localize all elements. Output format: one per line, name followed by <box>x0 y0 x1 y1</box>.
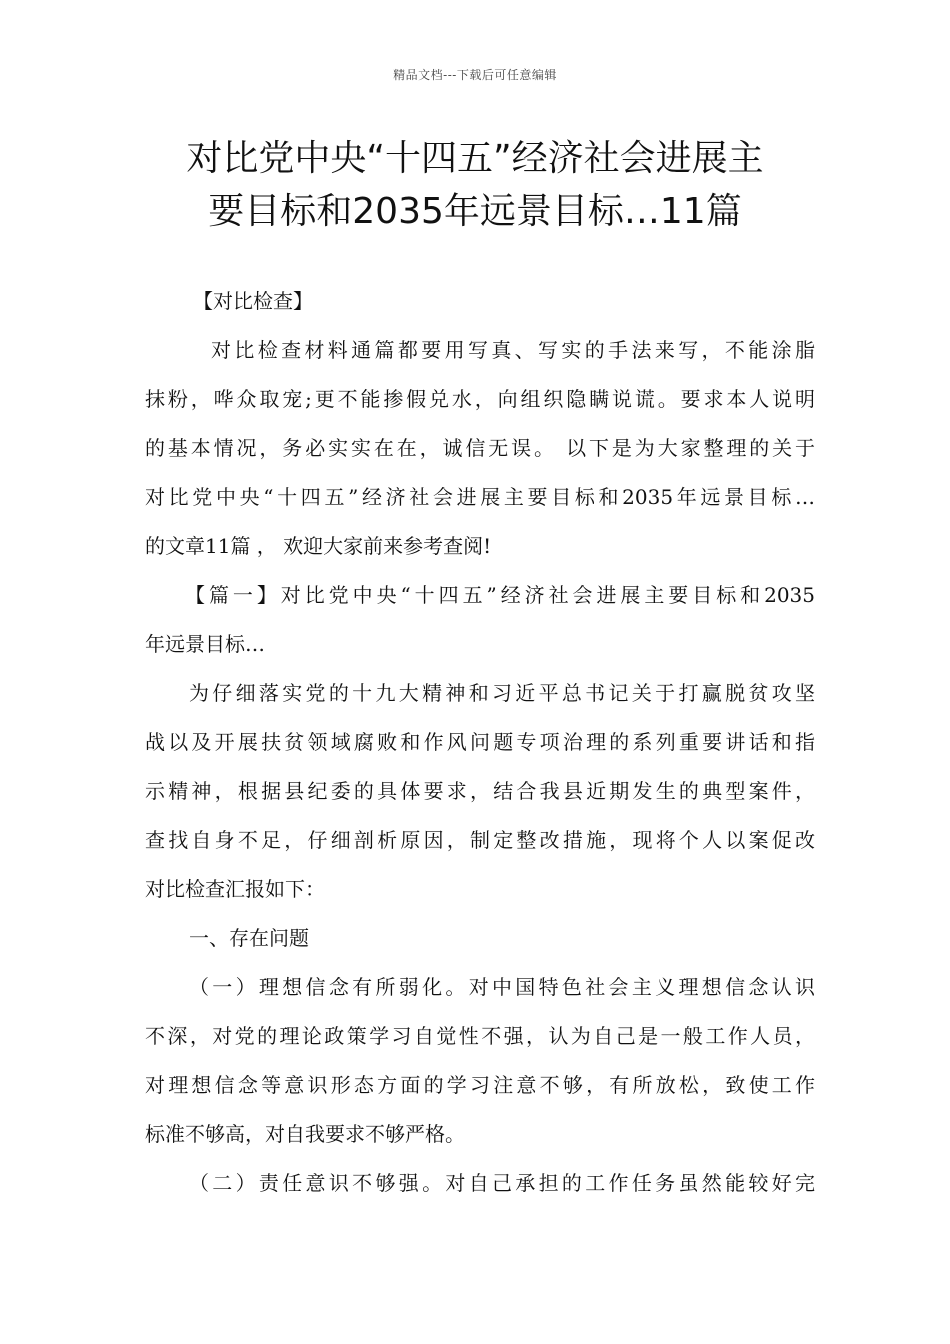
paragraph-line: （一）理想信念有所弱化。对中国特色社会主义理想信念认识 <box>189 975 815 999</box>
chapter-one-heading <box>145 571 815 669</box>
paragraph-line: 年远景目标… <box>145 632 265 656</box>
paragraph-line: 查找自身不足，仔细剖析原因，制定整改措施，现将个人以案促改 <box>145 828 815 852</box>
paragraph-line: 对比检查材料通篇都要用写真、写实的手法来写，不能涂脂 <box>211 338 815 362</box>
document-body <box>145 277 815 1208</box>
problem-item-2 <box>145 1159 815 1208</box>
section-heading-problems <box>145 914 815 963</box>
header-note: 精品文档---下载后可任意编辑 <box>393 68 557 82</box>
paragraph-line: 抹粉，哗众取宠;更不能掺假兑水，向组织隐瞒说谎。要求本人说明 <box>145 387 815 411</box>
paragraph-text: 【对比检查】 <box>193 289 313 313</box>
paragraph-line: 战以及开展扶贫领域腐败和作风问题专项治理的系列重要讲话和指 <box>145 730 815 754</box>
paragraph-line: 标准不够高，对自我要求不够严格。 <box>145 1122 465 1146</box>
paragraph-line: 的文章11篇 ， 欢迎大家前来参考查阅! <box>145 534 492 558</box>
paragraph-line: 示精神，根据县纪委的具体要求，结合我县近期发生的典型案件， <box>145 779 815 803</box>
paragraph-line: 【篇一】对比党中央“十四五”经济社会进展主要目标和2035 <box>185 583 815 607</box>
intro-paragraph <box>145 326 815 571</box>
problem-item-1 <box>145 963 815 1159</box>
document-title <box>110 132 840 238</box>
paragraph-line: 对比检查汇报如下： <box>145 877 325 901</box>
paragraph-line: 不深，对党的理论政策学习自觉性不强，认为自己是一般工作人员， <box>145 1024 815 1048</box>
section-label-check <box>145 277 815 326</box>
paragraph-line: 的基本情况，务必实实在在，诚信无误。 以下是为大家整理的关于 <box>145 436 815 460</box>
title-line-2: 要目标和2035年远景目标…11篇 <box>208 191 742 232</box>
paragraph-text: 一、存在问题 <box>189 926 309 950</box>
paragraph-line: 对理想信念等意识形态方面的学习注意不够，有所放松，致使工作 <box>145 1073 815 1097</box>
paragraph-line: （二）责任意识不够强。对自己承担的工作任务虽然能较好完 <box>189 1171 815 1195</box>
paragraph-line: 对比党中央“十四五”经济社会进展主要目标和2035年远景目标… <box>145 485 815 509</box>
title-line-1: 对比党中央“十四五”经济社会进展主 <box>186 138 764 179</box>
body-paragraph <box>145 669 815 914</box>
paragraph-line: 为仔细落实党的十九大精神和习近平总书记关于打赢脱贫攻坚 <box>189 681 815 705</box>
